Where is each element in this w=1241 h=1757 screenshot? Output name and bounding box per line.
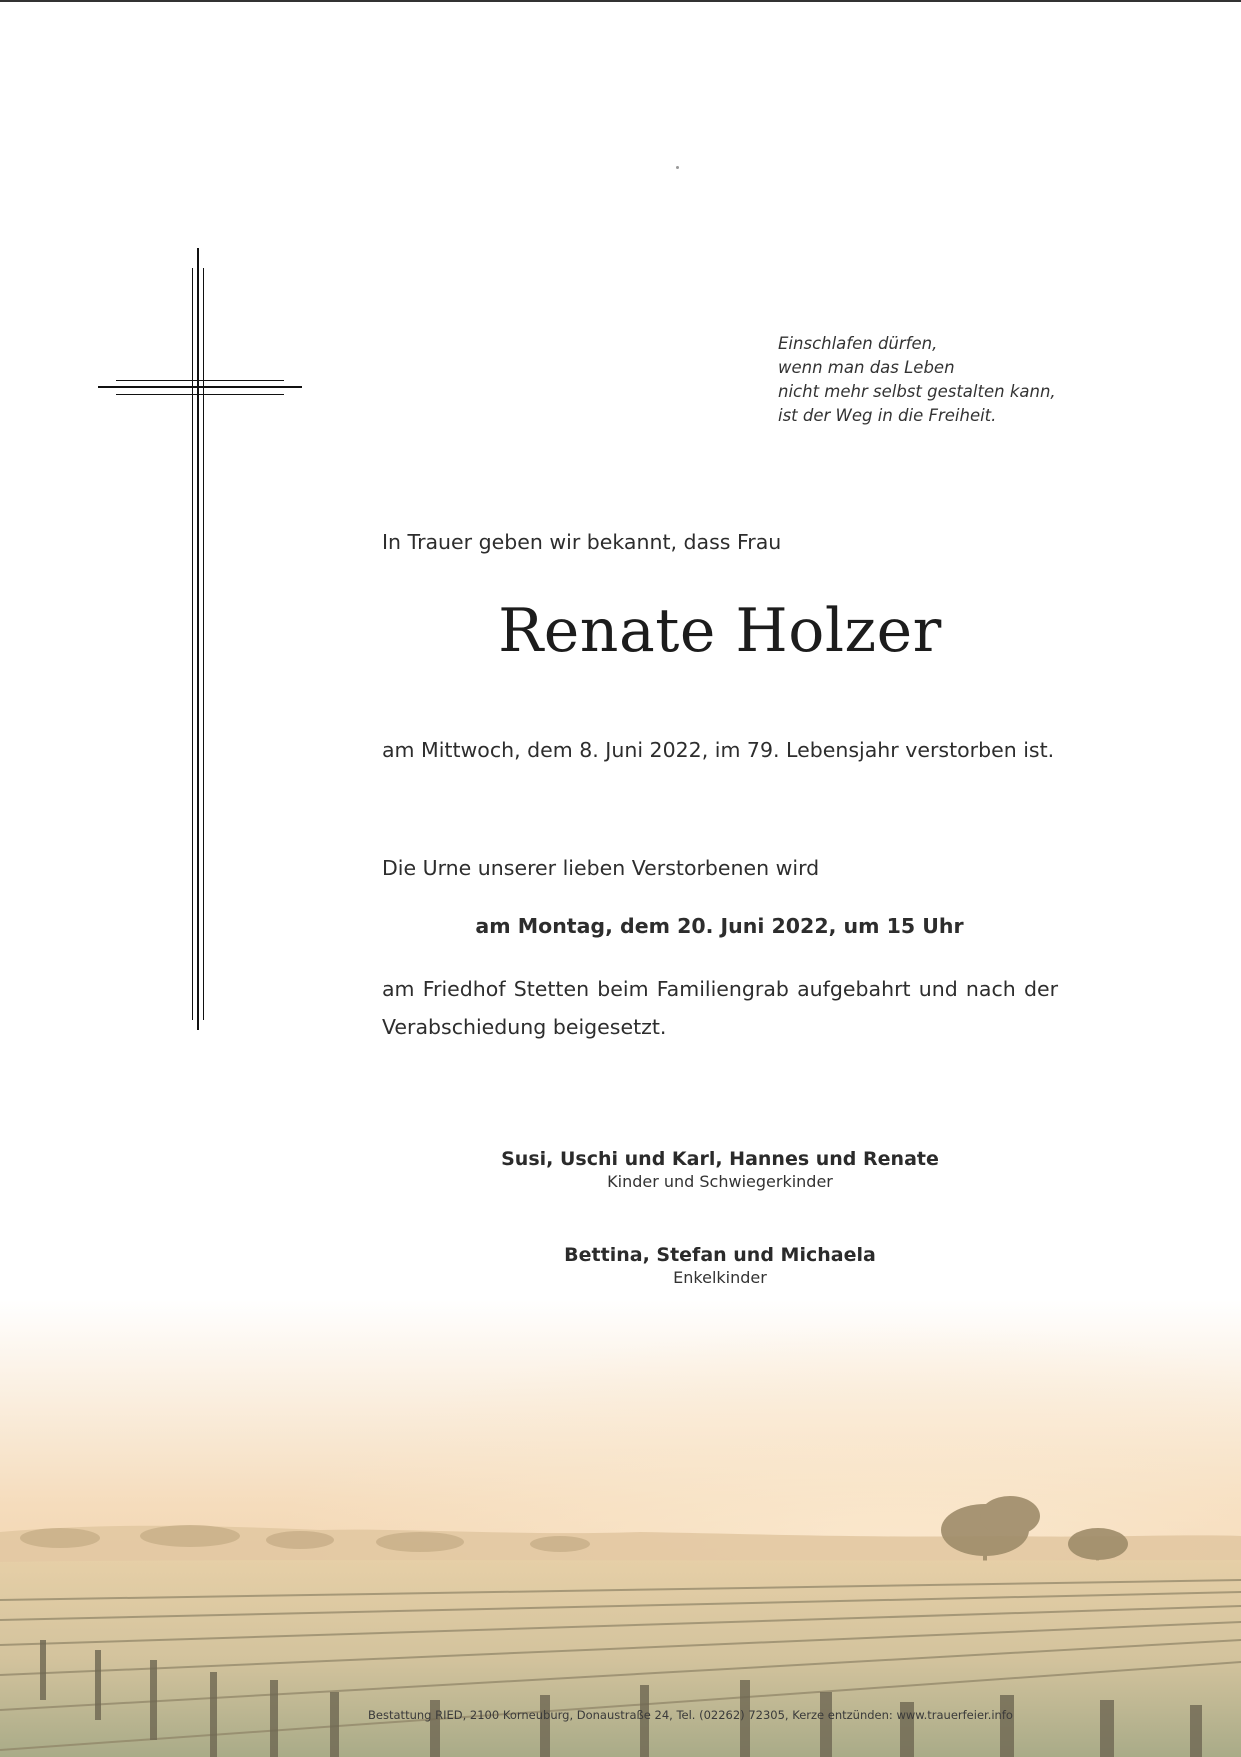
mourner-names: Susi, Uschi und Karl, Hannes und Renate (501, 1148, 939, 1170)
mourner-names: Bettina, Stefan und Michaela (564, 1244, 876, 1266)
deceased-name: Renate Holzer (498, 596, 942, 666)
funeral-home-footer: Bestattung RIED, 2100 Korneuburg, Donaustraße 24, Tel. (02262) 72305, Kerze entzünden: www.trauerfeier.info (368, 1708, 1013, 1722)
quote-line: nicht mehr selbst gestalten kann, (778, 382, 1056, 401)
mourner-group (382, 1244, 1058, 1287)
death-statement: am Mittwoch, dem 8. Juni 2022, im 79. Lebensjahr verstorben ist. (382, 738, 1055, 762)
mourner-relation: Kinder und Schwiegerkinder (607, 1172, 833, 1191)
urn-intro: Die Urne unserer lieben Verstorbenen wird (382, 856, 820, 880)
mourner-relation: Enkelkinder (673, 1268, 767, 1287)
ceremony-place: am Friedhof Stetten beim Familiengrab aufgebahrt und nach der Verabschiedung beigesetzt. (382, 977, 1058, 1039)
vineyard-landscape-image (0, 1300, 1241, 1757)
announcement-intro: In Trauer geben wir bekannt, dass Frau (382, 530, 782, 554)
cross-icon (98, 248, 302, 1030)
mourner-group (382, 1148, 1058, 1191)
quote (778, 332, 1098, 428)
quote-line: wenn man das Leben (778, 358, 955, 377)
paper-speck (676, 166, 679, 169)
quote-line: ist der Weg in die Freiheit. (778, 406, 997, 425)
ceremony-date: am Montag, dem 20. Juni 2022, um 15 Uhr (475, 914, 964, 938)
top-edge-line (0, 0, 1241, 2)
quote-line: Einschlafen dürfen, (778, 334, 938, 353)
